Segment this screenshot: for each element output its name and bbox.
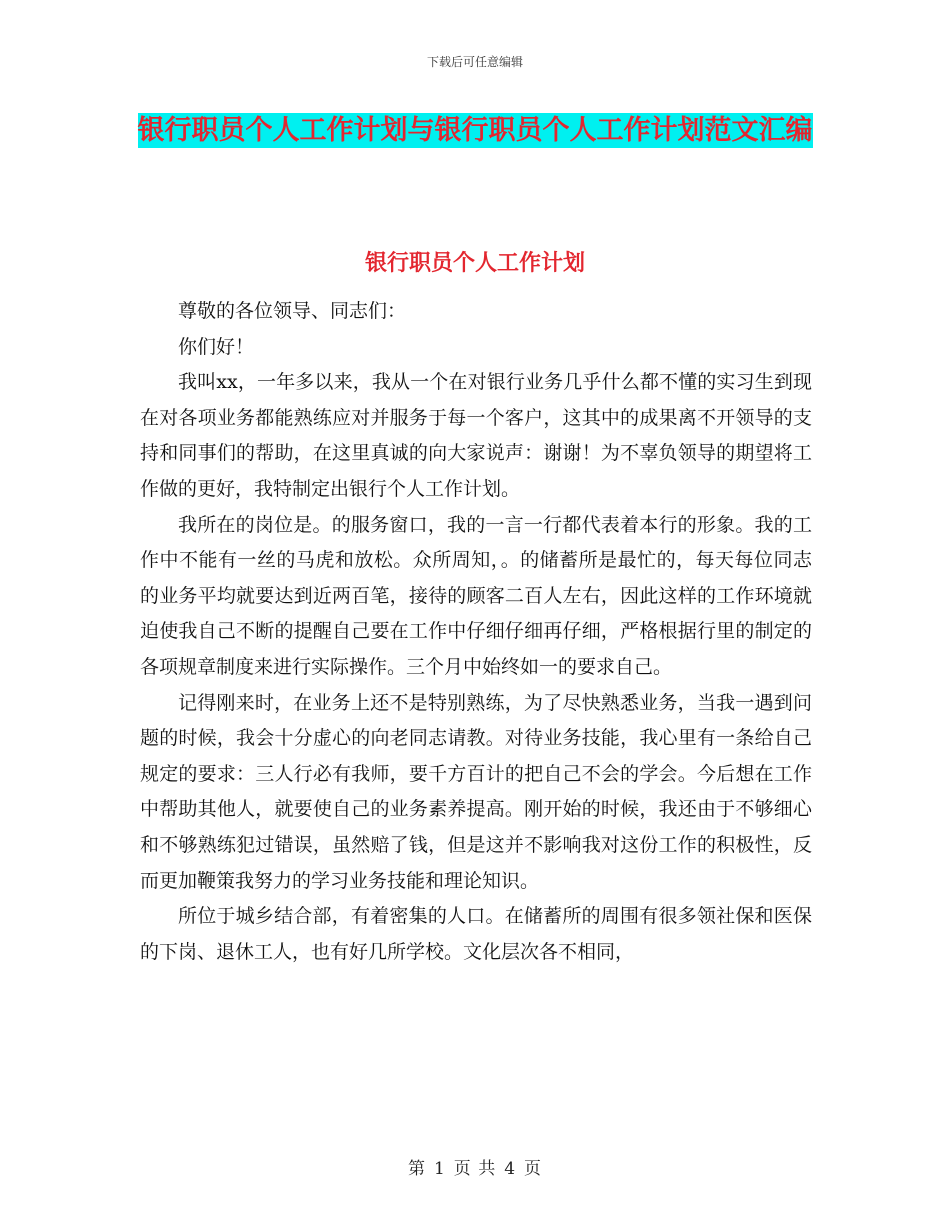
document-title [120, 108, 830, 154]
section-title: 银行职员个人工作计划 [364, 251, 585, 276]
body-paragraph: 我所在的岗位是。的服务窗口，我的一言一行都代表着本行的形象。我的工作中不能有一丝的马虎和放松。众所周知，。的储蓄所是最忙的，每天每位同志的业务平均就要达到近两百笔，接待的顾客二百人左右，因此这样的工作环境就迫使我自己不断的提醒自己要在工作中仔细仔细再仔细，严格根据行里的制定的各项规章制度来进行实际操作。三个月中始终如一的要求自己。 [140, 513, 812, 678]
body-paragraph: 所位于城乡结合部，有着密集的人口。在储蓄所的周围有很多领社保和医保的下岗、退休工人，也有好几所学校。文化层次各不相同， [140, 905, 812, 963]
page-footer [0, 1154, 950, 1179]
footer-prefix: 第 [407, 1159, 426, 1179]
footer-page-number: 1 [433, 1159, 446, 1179]
body-paragraph: 记得刚来时，在业务上还不是特别熟练，为了尽快熟悉业务，当我一遇到问题的时候，我会十分虚心的向老同志请教。对待业务技能，我心里有一条给自己规定的要求：三人行必有我师，要千方百计的把自己不会的学会。今后想在工作中帮助其他人，就要使自己的业务素养提高。刚开始的时候，我还由于不够细心和不够熟练犯过错误，虽然赔了钱，但是这并不影响我对这份工作的积极性，反而更加鞭策我努力的学习业务技能和理论知识。 [140, 691, 812, 892]
header-note: 下载后可任意编辑 [426, 55, 523, 69]
footer-suffix: 页 [524, 1159, 543, 1179]
footer-mid: 页 共 [453, 1159, 497, 1179]
salutation-paragraph: 尊敬的各位领导、同志们： [178, 300, 407, 322]
document-body [140, 294, 812, 970]
document-title-text: 银行职员个人工作计划与银行职员个人工作计划范文汇编 [137, 115, 813, 146]
footer-total-pages: 4 [504, 1159, 517, 1179]
greeting-paragraph: 你们好！ [178, 335, 255, 358]
body-paragraph: 我叫xx，一年多以来，我从一个在对银行业务几乎什么都不懂的实习生到现在对各项业务都能熟练应对并服务于每一个客户，这其中的成果离不开领导的支持和同事们的帮助，在这里真诚的向大家说声：谢谢！为不辜负领导的期望将工作做的更好，我特制定出银行个人工作计划。 [140, 371, 812, 500]
